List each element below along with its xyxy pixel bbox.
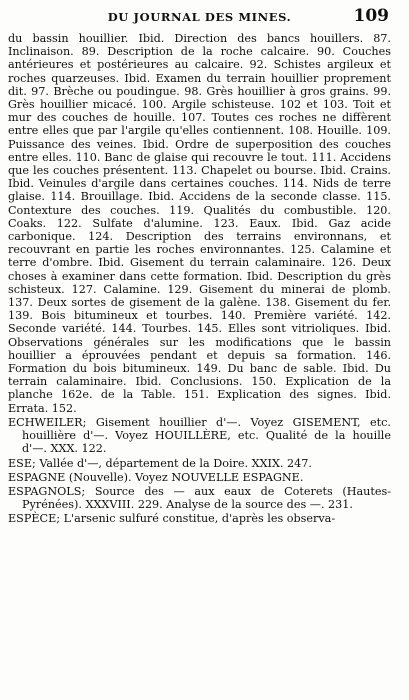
page-header — [8, 6, 391, 32]
entry-ese — [8, 457, 391, 470]
index-text — [8, 32, 391, 526]
entry-echweiler — [8, 416, 391, 456]
page-number: 109 — [353, 6, 389, 26]
entry-text: ESE; Vallée d'—, département de la Doire. XXIX. 247. — [8, 456, 312, 470]
entry-text: ESPAGNE (Nouvelle). Voyez NOUVELLE ESPAGNE. — [8, 470, 304, 484]
entry-espagne — [8, 471, 391, 484]
entry-text: ESPÈCE; L'arsenic sulfuré constitue, d'après les observa- — [8, 512, 336, 526]
entry-continuation: du bassin houillier. Ibid. Direction des bancs houillers. 87. Inclinaison. 89. Description de la roche calcaire. 90. Couches antérieures et postérieures au calcaire. 92. Schistes argileux et roches quarzeuses. Ibid. Examen du terrain houillier proprement dit. 97. Brèche ou poudingue. 98. Grès houillier à gros grains. 99. Grès houillier micacé. 100. Argile schisteuse. 102 et 103. Toit et mur des couches de houille. 107. Toutes ces roches ne diffèrent entre elles que par l'argile qu'elles contiennent. 108. Houille. 109. Puissance des veines. Ibid. Ordre de superposition des couches entre elles. 110. Banc de glaise qui recouvre le tout. 111. Accidens que les couches présentent. 113. Chapelet ou bourse. Ibid. Crains. Ibid. Veinules d'argile dans certaines couches. 114. Nids de terre glaise. 114. Brouillage. Ibid. Accidens de la seconde classe. 115. Contexture des couches. 119. Qualités du combustible. 120. Coaks. 122. Sulfate d'alumine. 123. Eaux. Ibid. Gaz acide carbonique. 124. Description des terrains environnans, et recouvrant en partie les roches environnantes. 125. Calamine et terre d'ombre. Ibid. Gisement du terrain calaminaire. 126. Deux choses à examiner dans cette formation. Ibid. Description du grès schisteux. 127. Calamine. 129. Gisement du minerai de plomb. 137. Deux sortes de gisement de la galène. 138. Gisement du fer. 139. Bois bitumineux et tourbes. 140. Première variété. 142. Seconde variété. 144. Tourbes. 145. Elles sont vitrioliques. Ibid. Observations générales sur les modifications que le bassin houillier a éprouvées pendant et depuis sa formation. 146. Formation du bois bitumineux. 149. Du banc de sable. Ibid. Du terrain calaminaire. Ibid. Conclusions. 150. Explication de la planche 162e. de la Table. 151. Explication des signes. Ibid. Errata. 152. — [8, 32, 391, 415]
entry-text: ESPAGNOLS; Source des — aux eaux de Coterets (Hautes-Pyrénées). XXXVIII. 229. Analyse de la source des —. 231. — [8, 484, 391, 512]
running-head: DU JOURNAL DES MINES. — [107, 10, 292, 24]
entry-espece — [8, 512, 391, 525]
entry-espagnols — [8, 485, 391, 511]
entry-text: ECHWEILER; Gisement houillier d'—. Voyez GISEMENT, etc. houillière d'—. Voyez HOUILLÈRE, etc. Qualité de la houille d'—. XXX. 122. — [8, 415, 391, 456]
